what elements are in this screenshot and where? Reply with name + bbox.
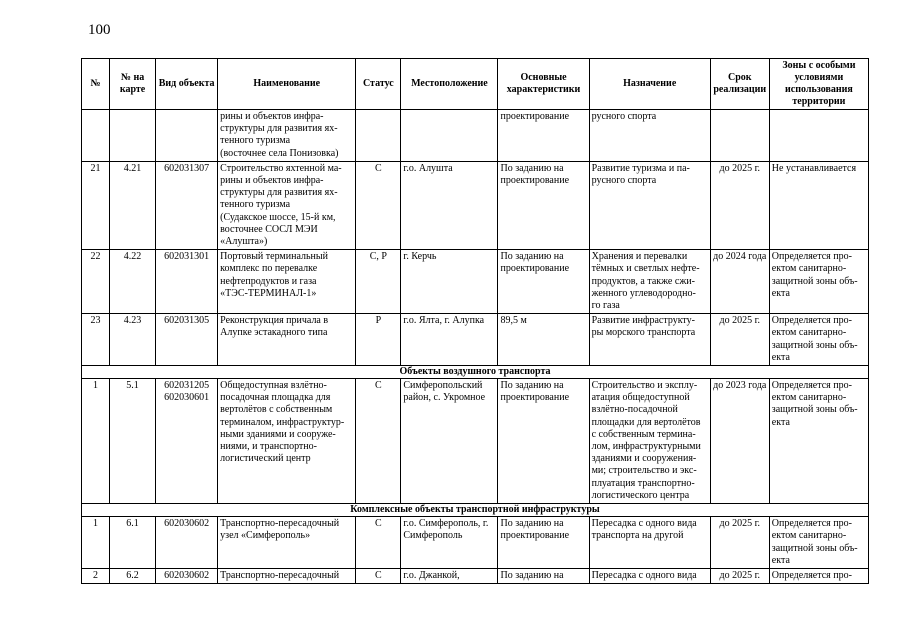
cell-zones-line: екта bbox=[771, 554, 790, 566]
cell-purpose bbox=[589, 379, 710, 504]
cell-purpose bbox=[589, 110, 710, 162]
cell-location-line: г.о. Алушта bbox=[403, 162, 453, 174]
cell-purpose-line: площадки для вертолётов bbox=[591, 416, 701, 428]
table-row bbox=[82, 250, 869, 314]
cell-zones-line: Определяется про- bbox=[771, 518, 852, 530]
cell-object-type bbox=[156, 517, 218, 569]
cell-name-line: вертолётов с собственным bbox=[220, 404, 333, 416]
table-row bbox=[82, 110, 869, 162]
cell-num: 1 bbox=[82, 379, 110, 504]
cell-object-type bbox=[156, 161, 218, 249]
cell-zones bbox=[769, 568, 868, 583]
cell-purpose-line: го газа bbox=[591, 300, 620, 312]
cell-name bbox=[218, 250, 356, 314]
cell-name-line: восточнее СОСЛ МЭИ bbox=[220, 223, 318, 235]
cell-purpose-line: ры морского транспорта bbox=[591, 327, 696, 339]
cell-characteristics-line: проектирование bbox=[500, 111, 570, 122]
cell-name-line: тенного туризма bbox=[220, 135, 291, 147]
cell-location bbox=[401, 110, 498, 162]
header-term: Срок реализации bbox=[710, 59, 769, 110]
header-object-type: Вид объекта bbox=[156, 59, 218, 110]
cell-purpose-line: Строительство и эксплу- bbox=[591, 380, 698, 392]
cell-name bbox=[218, 314, 356, 366]
cell-zones-line: екта bbox=[771, 416, 790, 428]
cell-characteristics-line: По заданию на bbox=[500, 380, 564, 392]
cell-characteristics-line: 89,5 м bbox=[500, 315, 527, 327]
cell-purpose-line: Пересадка с одного вида bbox=[591, 569, 697, 581]
cell-purpose-line: плуатация транспортно- bbox=[591, 477, 695, 489]
cell-object-type-line: 602030602 bbox=[164, 518, 210, 530]
cell-location bbox=[401, 379, 498, 504]
cell-purpose-line: ми; строительство и экс- bbox=[591, 465, 697, 477]
cell-term: до 2025 г. bbox=[710, 161, 769, 249]
cell-name-line: Общедоступная взлётно- bbox=[220, 380, 327, 392]
header-location: Местоположение bbox=[401, 59, 498, 110]
cell-location bbox=[401, 517, 498, 569]
cell-map-num: 4.23 bbox=[110, 314, 156, 366]
cell-purpose-line: Хранения и перевалки bbox=[591, 251, 688, 263]
cell-name-line: рины и объектов инфра- bbox=[220, 111, 324, 122]
section-row bbox=[82, 366, 869, 379]
cell-object-type-line: 602031205 bbox=[164, 380, 210, 392]
cell-purpose bbox=[589, 161, 710, 249]
cell-name-line: узел «Симферополь» bbox=[220, 530, 311, 542]
cell-object-type bbox=[156, 568, 218, 583]
cell-characteristics-line: проектирование bbox=[500, 175, 570, 187]
cell-zones-line: защитной зоны объ- bbox=[771, 275, 858, 287]
cell-name bbox=[218, 110, 356, 162]
cell-zones-line: защитной зоны объ- bbox=[771, 339, 858, 351]
cell-name-line: структуры для развития ях- bbox=[220, 123, 338, 135]
table-body bbox=[82, 110, 869, 584]
cell-status: С bbox=[356, 568, 401, 583]
cell-location-line: Симферополь bbox=[403, 530, 463, 542]
cell-object-type-line: 602031307 bbox=[164, 162, 210, 174]
cell-purpose-line: атация общедоступной bbox=[591, 392, 690, 404]
cell-object-type bbox=[156, 250, 218, 314]
cell-zones-line: ектом санитарно- bbox=[771, 263, 847, 275]
table-row bbox=[82, 314, 869, 366]
cell-name-line: комплекс по перевалке bbox=[220, 263, 318, 275]
cell-characteristics-line: По заданию на bbox=[500, 251, 564, 263]
cell-purpose-line: тёмных и светлых нефте- bbox=[591, 263, 700, 275]
cell-purpose-line: логистического центра bbox=[591, 489, 690, 501]
cell-zones-line: Определяется про- bbox=[771, 315, 852, 327]
cell-purpose-line: зданиями и сооружения- bbox=[591, 453, 697, 465]
cell-status: С bbox=[356, 517, 401, 569]
cell-purpose bbox=[589, 517, 710, 569]
header-num: № bbox=[82, 59, 110, 110]
cell-zones-line: екта bbox=[771, 351, 790, 363]
cell-num: 21 bbox=[82, 161, 110, 249]
cell-purpose-line: Развитие инфраструкту- bbox=[591, 315, 695, 327]
table-row bbox=[82, 379, 869, 504]
cell-purpose-line: с собственным термина- bbox=[591, 428, 696, 440]
cell-purpose-line: русного спорта bbox=[591, 111, 657, 122]
header-purpose: Назначение bbox=[589, 59, 710, 110]
cell-name-line: логистический центр bbox=[220, 453, 311, 465]
header-map-num: № на карте bbox=[110, 59, 156, 110]
cell-zones-line: ектом санитарно- bbox=[771, 392, 847, 404]
cell-name-line: Транспортно-пересадочный bbox=[220, 518, 340, 530]
cell-object-type-line: 602030601 bbox=[164, 392, 210, 404]
cell-name-line: Строительство яхтенной ма- bbox=[220, 162, 342, 174]
cell-purpose-line: транспорта на другой bbox=[591, 530, 684, 542]
cell-name bbox=[218, 379, 356, 504]
cell-purpose bbox=[589, 250, 710, 314]
cell-zones-line: Определяется про- bbox=[771, 380, 852, 392]
cell-map-num: 6.1 bbox=[110, 517, 156, 569]
cell-map-num: 6.2 bbox=[110, 568, 156, 583]
cell-object-type-line: 602031301 bbox=[164, 251, 210, 263]
header-status: Статус bbox=[356, 59, 401, 110]
table-row bbox=[82, 517, 869, 569]
cell-zones-line: Определяется про- bbox=[771, 251, 852, 263]
cell-location bbox=[401, 250, 498, 314]
cell-name bbox=[218, 517, 356, 569]
section-title: Комплексные объекты транспортной инфраструктуры bbox=[82, 504, 869, 517]
cell-characteristics-line: По заданию на bbox=[500, 518, 564, 530]
cell-term: до 2024 года bbox=[710, 250, 769, 314]
cell-name-line: Транспортно-пересадочный bbox=[220, 569, 340, 581]
cell-map-num bbox=[110, 110, 156, 162]
cell-characteristics-line: проектирование bbox=[500, 263, 570, 275]
cell-term: до 2023 года bbox=[710, 379, 769, 504]
cell-location-line: Симферопольский bbox=[403, 380, 483, 392]
cell-zones bbox=[769, 314, 868, 366]
cell-name-line: тенного туризма bbox=[220, 199, 291, 211]
cell-object-type-line: 602030602 bbox=[164, 569, 210, 581]
cell-zones-line: защитной зоны объ- bbox=[771, 542, 858, 554]
page-number: 100 bbox=[88, 22, 111, 38]
cell-purpose bbox=[589, 568, 710, 583]
cell-characteristics-line: проектирование bbox=[500, 530, 570, 542]
cell-name bbox=[218, 161, 356, 249]
header-name: Наименование bbox=[218, 59, 356, 110]
cell-location-line: г. Керчь bbox=[403, 251, 437, 263]
cell-location-line: г.о. Ялта, г. Алупка bbox=[403, 315, 485, 327]
cell-purpose-line: взлётно-посадочной bbox=[591, 404, 678, 416]
cell-characteristics bbox=[498, 517, 589, 569]
cell-zones-line: екта bbox=[771, 287, 790, 299]
cell-characteristics-line: проектирование bbox=[500, 392, 570, 404]
cell-location bbox=[401, 314, 498, 366]
cell-zones-line: ектом санитарно- bbox=[771, 530, 847, 542]
cell-name-line: рины и объектов инфра- bbox=[220, 175, 324, 187]
cell-object-type bbox=[156, 379, 218, 504]
cell-zones bbox=[769, 161, 868, 249]
cell-zones-line: Определяется про- bbox=[771, 569, 852, 581]
cell-object-type bbox=[156, 314, 218, 366]
cell-characteristics-line: По заданию на bbox=[500, 162, 564, 174]
cell-zones-line: защитной зоны объ- bbox=[771, 404, 858, 416]
cell-zones-line: ектом санитарно- bbox=[771, 327, 847, 339]
cell-zones bbox=[769, 250, 868, 314]
cell-zones bbox=[769, 379, 868, 504]
cell-num: 22 bbox=[82, 250, 110, 314]
cell-num: 23 bbox=[82, 314, 110, 366]
cell-purpose-line: Развитие туризма и па- bbox=[591, 162, 690, 174]
cell-name-line: Портовый терминальный bbox=[220, 251, 328, 263]
cell-purpose-line: продуктов, а также сжи- bbox=[591, 275, 695, 287]
cell-status bbox=[356, 110, 401, 162]
section-title: Объекты воздушного транспорта bbox=[82, 366, 869, 379]
cell-status: С bbox=[356, 161, 401, 249]
cell-characteristics bbox=[498, 568, 589, 583]
cell-zones bbox=[769, 110, 868, 162]
table-row bbox=[82, 161, 869, 249]
cell-name-line: (Судакское шоссе, 15-й км, bbox=[220, 211, 336, 223]
cell-location bbox=[401, 568, 498, 583]
cell-map-num: 4.21 bbox=[110, 161, 156, 249]
cell-num bbox=[82, 110, 110, 162]
cell-map-num: 4.22 bbox=[110, 250, 156, 314]
cell-object-type bbox=[156, 110, 218, 162]
table-header-row bbox=[82, 59, 869, 110]
cell-status: Р bbox=[356, 314, 401, 366]
cell-status: С bbox=[356, 379, 401, 504]
cell-location-line: район, с. Укромное bbox=[403, 392, 486, 404]
cell-status: С, Р bbox=[356, 250, 401, 314]
cell-characteristics bbox=[498, 314, 589, 366]
cell-zones-line: Не устанавливается bbox=[771, 162, 857, 174]
cell-purpose-line: русного спорта bbox=[591, 175, 657, 187]
cell-location-line: г.о. Джанкой, bbox=[403, 569, 460, 581]
cell-num: 1 bbox=[82, 517, 110, 569]
cell-name-line: ными зданиями и сооруже- bbox=[220, 428, 336, 440]
cell-num: 2 bbox=[82, 568, 110, 583]
cell-characteristics bbox=[498, 250, 589, 314]
header-characteristics: Основные характеристики bbox=[498, 59, 589, 110]
cell-characteristics bbox=[498, 161, 589, 249]
cell-name bbox=[218, 568, 356, 583]
cell-name-line: структуры для развития ях- bbox=[220, 187, 338, 199]
cell-name-line: Реконструкция причала в bbox=[220, 315, 329, 327]
section-row bbox=[82, 504, 869, 517]
cell-term: до 2025 г. bbox=[710, 517, 769, 569]
cell-name-line: Алупке эстакадного типа bbox=[220, 327, 328, 339]
cell-purpose-line: Пересадка с одного вида bbox=[591, 518, 697, 530]
cell-name-line: нефтепродуктов и газа bbox=[220, 275, 317, 287]
objects-table bbox=[81, 58, 869, 584]
cell-characteristics bbox=[498, 379, 589, 504]
cell-name-line: терминалом, инфраструктур- bbox=[220, 416, 345, 428]
cell-location bbox=[401, 161, 498, 249]
cell-map-num: 5.1 bbox=[110, 379, 156, 504]
cell-term bbox=[710, 110, 769, 162]
cell-name-line: посадочная площадка для bbox=[220, 392, 331, 404]
cell-term: до 2025 г. bbox=[710, 314, 769, 366]
cell-characteristics bbox=[498, 110, 589, 162]
cell-purpose bbox=[589, 314, 710, 366]
cell-characteristics-line: По заданию на bbox=[500, 569, 564, 581]
cell-name-line: «Алушта») bbox=[220, 236, 268, 248]
cell-name-line: (восточнее села Понизовка) bbox=[220, 147, 339, 159]
cell-purpose-line: женного углеводородно- bbox=[591, 287, 696, 299]
table-row bbox=[82, 568, 869, 583]
cell-name-line: «ТЭС-ТЕРМИНАЛ-1» bbox=[220, 287, 317, 299]
cell-object-type-line: 602031305 bbox=[164, 315, 210, 327]
cell-purpose-line: лом, инфраструктурными bbox=[591, 441, 701, 453]
cell-name-line: ниями, и транспортно- bbox=[220, 441, 317, 453]
cell-term: до 2025 г. bbox=[710, 568, 769, 583]
cell-zones bbox=[769, 517, 868, 569]
cell-location-line: г.о. Симферополь, г. bbox=[403, 518, 489, 530]
header-zones: Зоны с особыми условиями использования территории bbox=[769, 59, 868, 110]
